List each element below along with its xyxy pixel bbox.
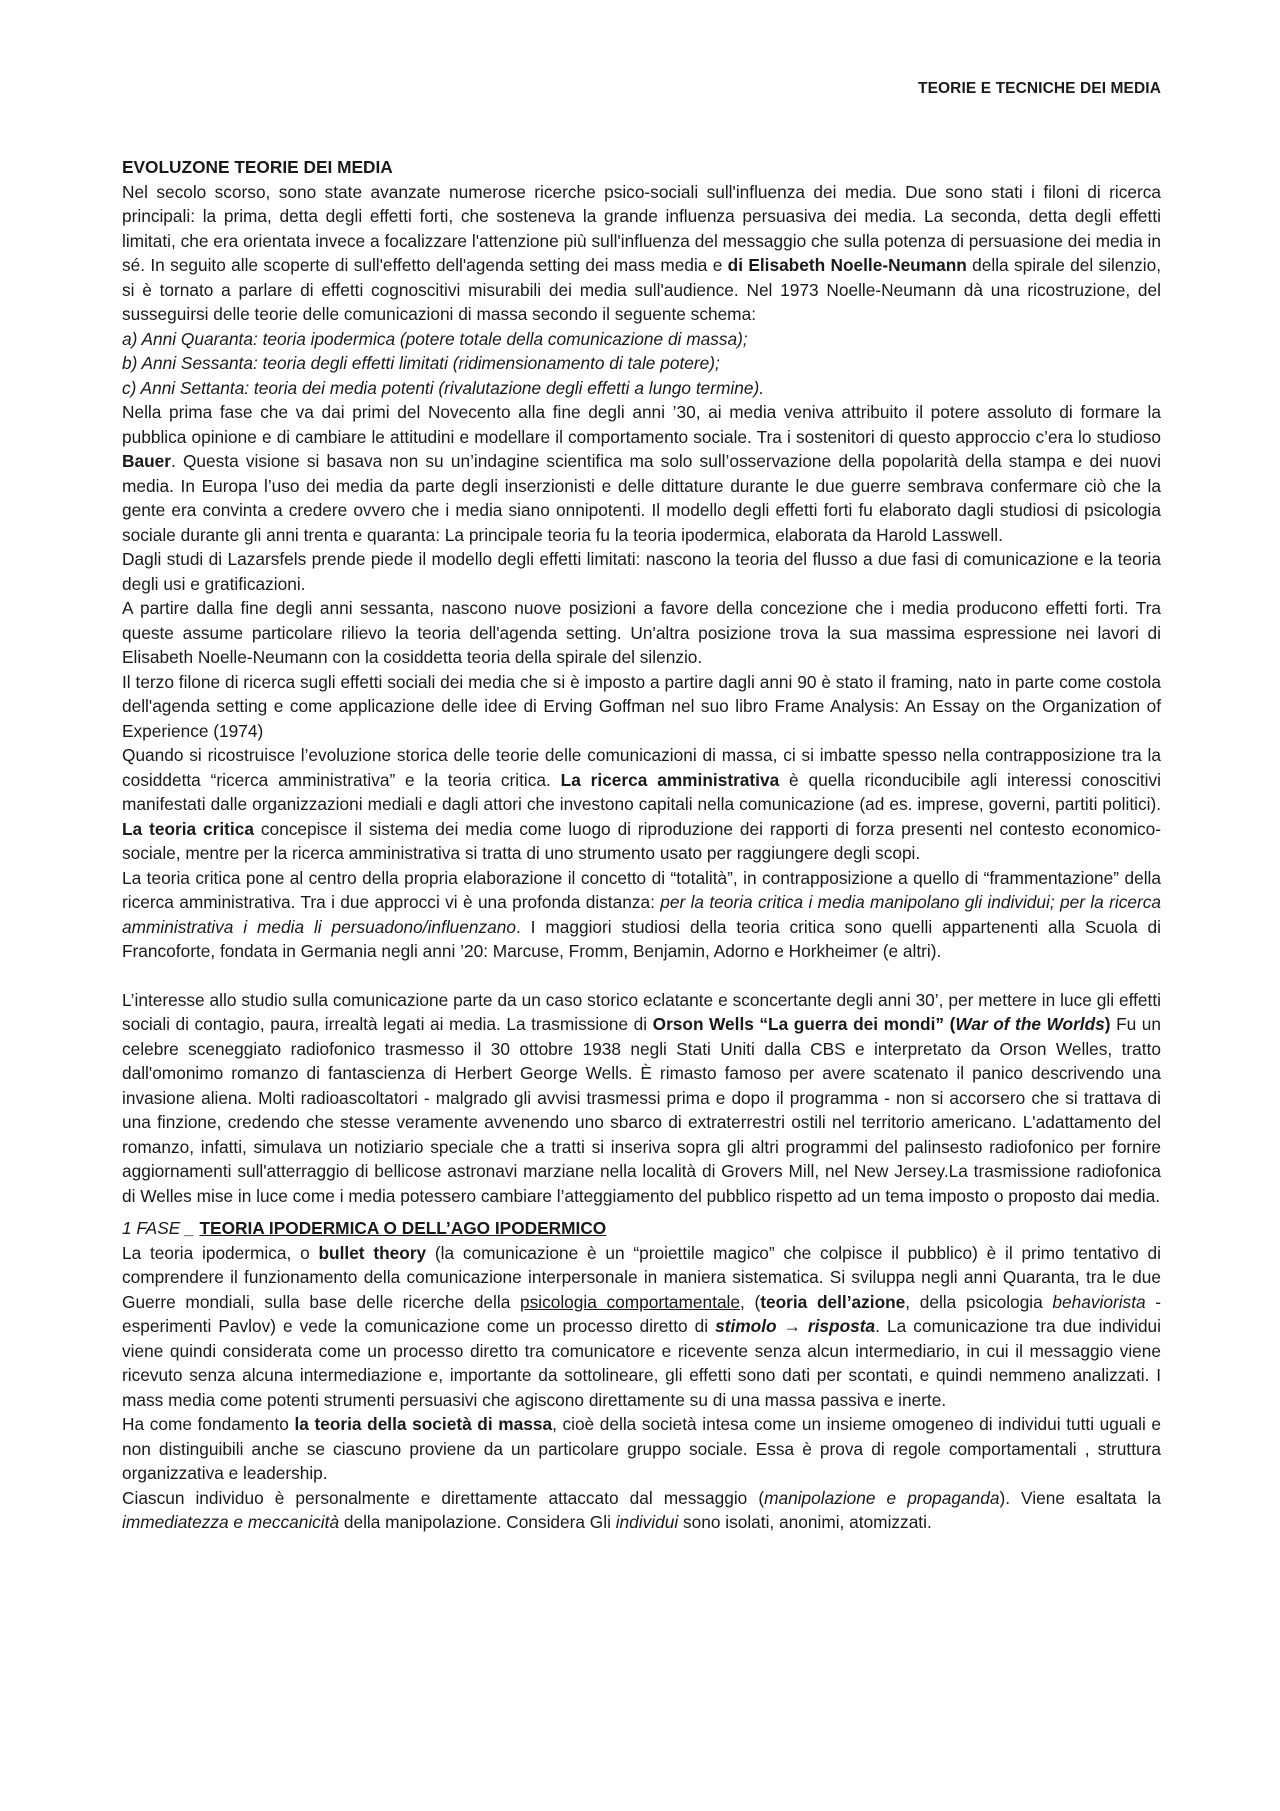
paragraph (122, 1486, 1161, 1535)
text-run: della manipolazione. Considera Gli (339, 1512, 616, 1532)
section-heading-fase-1 (122, 1216, 1161, 1241)
paragraph (122, 1412, 1161, 1486)
bold-text: teoria dell’azione (760, 1291, 906, 1312)
italic-text: a) Anni Quaranta: teoria ipodermica (potere totale della comunicazione di massa); (122, 328, 748, 349)
page-header: TEORIE E TECNICHE DEI MEDIA (918, 80, 1161, 97)
text-run: è quella riconducibile agli interessi conoscitivi manifestati dalle organizzazioni mediali e dagli attori che investono capitali nella comunicazione (ad es. imprese, governi, partiti politici). (122, 769, 1161, 814)
text-run: L’interesse allo studio sulla comunicazione parte da un caso storico eclatante e sconcertante degli anni 30’, per mettere in luce gli effetti sociali di contagio, paura, irrealtà legati ai media. La trasmissione di (122, 989, 1161, 1034)
bold-text: La ricerca amministrativa (560, 769, 780, 790)
text-run: concepisce il sistema dei media come luogo di riproduzione dei rapporti di forza presenti nel contesto economico-sociale, mentre per la ricerca amministrativa si tratta di uno strumento usato per raggiungere degli scopi. (122, 818, 1162, 863)
text-run: , cioè della società intesa come un insieme omogeneo di individui tutti uguali e non distinguibili anche se ciascuno proviene da un particolare gruppo sociale. Essa è prova di regole comportamentali , struttura organizzativa e leadership. (122, 1414, 1162, 1483)
text-run: - esperimenti Pavlov) e vede la comunicazione come un processo diretto di (122, 1291, 1162, 1336)
text-run: Nella prima fase che va dai primi del Novecento alla fine degli anni ’30, ai media veniva attribuito il potere assoluto di formare la pubblica opinione e di cambiare le attitudini e modellare il comportamento sociale. Tra i sostenitori di questo approccio c’era lo studioso (122, 402, 1161, 447)
text-run: , della psicologia (905, 1291, 1053, 1312)
paragraph (122, 743, 1161, 866)
text-run: Ciascun individuo è personalmente e direttamente attaccato dal messaggio ( (122, 1487, 765, 1508)
italic-text: b) Anni Sessanta: teoria degli effetti limitati (ridimensionamento di tale potere); (122, 353, 720, 373)
text-run: . Questa visione si basava non su un’indagine scientifica ma solo sull’osservazione della popolarità della stampa e dei nuovi media. In Europa l’uso dei media da parte degli inserzionisti e delle dittature durante le due guerre sembrava confermare ciò che la gente era convinta a credere ovvero che i media siano onnipotenti. Il modello degli effetti forti fu elaborato dagli studiosi di psicologia sociale durante gli anni trenta e quaranta: La principale teoria fu la teoria ipodermica, elaborata da Harold Lasswell. (122, 451, 1161, 545)
text-run: Nel secolo scorso, sono state avanzate numerose ricerche psico-sociali sull'influenza dei media. Due sono stati i filoni di ricerca principali: la prima, detta degli effetti forti, che sosteneva la grande influenza persuasiva dei media. La seconda, detta degli effetti limitati, che era orientata invece a focalizzare l'attenzione più sull'influenza del messaggio che sulla potenza di persuasione dei media in sé. In seguito alle scoperte di sull'effetto dell'agenda setting dei mass media e (122, 181, 1161, 275)
text-run: La teoria critica pone al centro della propria elaborazione il concetto di “totalità”, in contrapposizione a quello di “frammentazione” della ricerca amministrativa. Tra i due approcci vi è una profonda distanza: (122, 867, 1161, 912)
italic-text: manipolazione e propaganda (764, 1487, 1000, 1508)
italic-text: c) Anni Settanta: teoria dei media potenti (rivalutazione degli effetti a lungo termine). (122, 377, 765, 398)
paragraph: Il terzo filone di ricerca sugli effetti sociali dei media che si è imposto a partire dagli anni 90 è stato il framing, nato in parte come costola dell'agenda setting e come applicazione delle idee di Erving Goffman nel suo libro Frame Analysis: An Essay on the Organization of Experience (1974) (122, 671, 1161, 741)
text-run: Quando si ricostruisce l’evoluzione storica delle teorie delle comunicazioni di massa, ci si imbatte spesso nella contrapposizione tra la cosiddetta “ricerca amministrativa” e la teoria critica. (122, 745, 1161, 790)
paragraph (122, 400, 1161, 547)
text-run: ). Viene esaltata la (999, 1487, 1161, 1508)
text-run: sono isolati, anonimi, atomizzati. (678, 1512, 932, 1532)
section-title-evoluzione: EVOLUZONE TEORIE DEI MEDIA (122, 157, 393, 177)
bold-italic-text: stimolo → risposta (715, 1316, 876, 1336)
text-run: . La comunicazione tra due individui viene quindi considerata come un processo diretto tra comunicatore e ricevente senza alcun intermediario, in cui il messaggio viene ricevuto senza alcuna intermediazione e, importante da sottolineare, gli effetti sono dati per scontati, e quindi nemmeno analizzati. I mass media come potenti strumenti persuasivi che agiscono direttamente su di una massa passiva e inerte. (122, 1316, 1162, 1410)
paragraph (122, 988, 1161, 1209)
list-item (122, 327, 1161, 352)
text-run: Fu un celebre sceneggiato radiofonico trasmesso il 30 ottobre 1938 negli Stati Uniti dalla CBS e interpretato da Orson Welles, tratto dall'omonimo romanzo di fantascienza di Herbert George Wells. È rimasto famoso per avere scatenato il panico descrivendo una invasione aliena. Molti radioascoltatori - malgrado gli avvisi trasmessi prima e dopo il programma - non si accorsero che si trattava di una finzione, credendo che stesse veramente avvenendo uno sbarco di extraterrestri ostili nel territorio americano. L'adattamento del romanzo, infatti, simulava un notiziario speciale che a tratti si inseriva sopra gli altri programmi del palinsesto radiofonico per fornire aggiornamenti sull'atterraggio di bellicose astronavi marziane nella località di Grovers Mill, nel New Jersey.La trasmissione radiofonica di Welles mise in luce come i media potessero cambiare l’atteggiamento del pubblico rispetto ad un tema imposto o proposto dai media. (122, 1014, 1161, 1206)
phase-label: 1 FASE _ (122, 1218, 200, 1238)
bold-text: ) (1104, 1014, 1111, 1034)
text-run: . I maggiori studiosi della teoria critica sono quelli appartenenti alla Scuola di Francoforte, fondata in Germania negli anni ’20: Marcuse, Fromm, Benjamin, Adorno e Horkheimer (e altri). (122, 916, 1161, 961)
bold-text: bullet theory (318, 1242, 427, 1263)
bold-text: Orson Wells “La guerra dei mondi” ( (652, 1014, 956, 1034)
text-run: Ha come fondamento (122, 1414, 295, 1434)
text-run: , ( (740, 1291, 761, 1312)
paragraph (122, 866, 1161, 964)
paragraph (122, 1241, 1161, 1413)
paragraph: A partire dalla fine degli anni sessanta, nascono nuove posizioni a favore della concezione che i media producono effetti forti. Tra queste assume particolare rilievo la teoria dell'agenda setting. Un'altra posizione trova la sua massima espressione nei lavori di Elisabeth Noelle-Neumann con la cosiddetta teoria della spirale del silenzio. (122, 598, 1161, 667)
bold-italic-text: War of the Worlds (955, 1014, 1105, 1034)
underlined-text: psicologia comportamentale (519, 1291, 741, 1312)
bold-text: Bauer (122, 451, 171, 471)
bold-text: La teoria critica (122, 818, 254, 839)
section-title-ipodermica: TEORIA IPODERMICA O DELL’AGO IPODERMICO (199, 1218, 607, 1238)
paragraph: Dagli studi di Lazarsfels prende piede il modello degli effetti limitati: nascono la teoria del flusso a due fasi di comunicazione e la teoria degli usi e gratificazioni. (122, 549, 1161, 594)
spacer (122, 964, 1161, 988)
bold-text: di Elisabeth Noelle-Neumann (727, 255, 967, 275)
text-run: della spirale del silenzio, si è tornato a parlare di effetti cognoscitivi misurabili dei media sull'audience. Nel 1973 Noelle-Neumann dà una ricostruzione, del susseguirsi delle teorie delle comunicazioni di massa secondo il seguente schema: (122, 255, 1161, 324)
bold-text: la teoria della società di massa (294, 1414, 553, 1434)
italic-text: behaviorista (1052, 1291, 1146, 1312)
text-run: (la comunicazione è un “proiettile magico” che colpisce il pubblico) è il primo tentativo di comprendere il funzionamento della comunicazione interpersonale in maniera sistematica. Si sviluppa negli anni Quaranta, tra le due Guerre mondiali, sulla base delle ricerche della (122, 1242, 1161, 1312)
document-body (122, 155, 1161, 1535)
paragraph (122, 180, 1161, 327)
list-item (122, 376, 1161, 401)
italic-text: individui (615, 1512, 679, 1532)
italic-text: immediatezza e meccanicità (122, 1512, 340, 1532)
spacer (122, 1208, 1161, 1216)
list-item (122, 351, 1161, 376)
text-run: La teoria ipodermica, o (122, 1242, 319, 1263)
italic-text: per la teoria critica i media manipolano gli individui; per la ricerca amministrativa i media li persuadono/influenzano (122, 892, 1161, 937)
